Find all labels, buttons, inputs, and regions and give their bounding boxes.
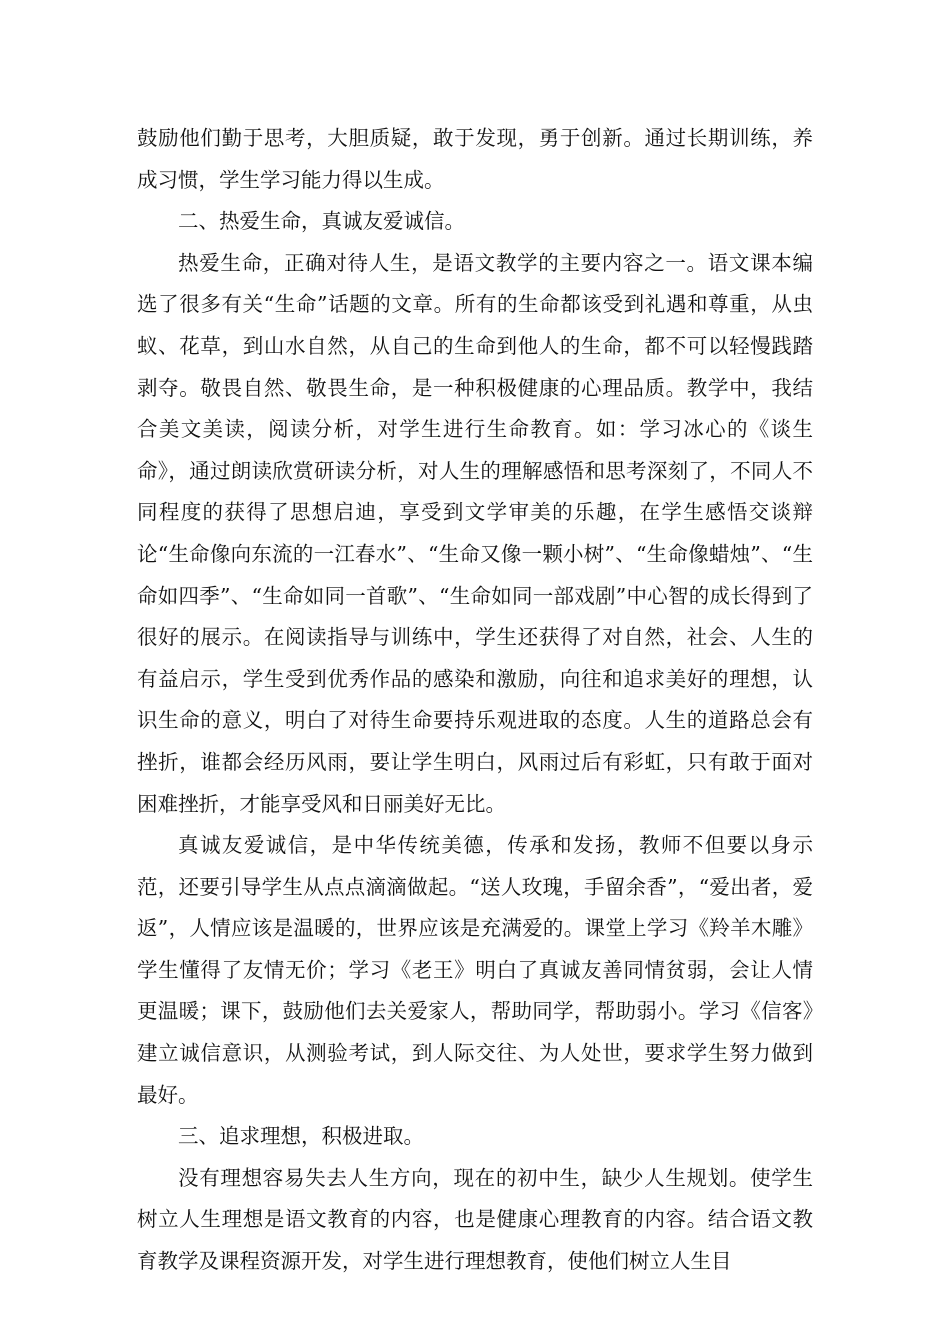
paragraph-cherish-life: 热爱生命，正确对待人生，是语文教学的主要内容之一。语文课本编选了很多有关“生命”话题的文章。所有的生命都该受到礼遇和尊重，从虫蚁、花草，到山水自然，从自己的生命到他人的生命，都不可以轻慢践踏剥夺。敬畏自然、敬畏生命，是一种积极健康的心理品质。教学中，我结合美文美读，阅读分析，对学生进行生命教育。如：学习冰心的《谈生命》，通过朗读欣赏研读分析，对人生的理解感悟和思考深刻了，不同人不同程度的获得了思想启迪，享受到文学审美的乐趣，在学生感悟交谈辩论“生命像向东流的一江春水”、“生命又像一颗小树”、“生命像蜡烛”、“生命如四季”、“生命如同一首歌”、“生命如同一部戏剧”中心智的成长得到了很好的展示。在阅读指导与训练中，学生还获得了对自然，社会、人生的有益启示，学生受到优秀作品的感染和激励，向往和追求美好的理想，认识生命的意义，明白了对待生命要持乐观进取的态度。人生的道路总会有挫折，谁都会经历风雨，要让学生明白，风雨过后有彩虹，只有敢于面对困难挫折，才能享受风和日丽美好无比。: [137, 250, 813, 816]
paragraph-sincerity-friendship: 真诚友爱诚信，是中华传统美德，传承和发扬，教师不但要以身示范，还要引导学生从点点滴滴做起。“送人玫瑰，手留余香”，“爱出者，爱返”，人情应该是温暖的，世界应该是充满爱的。课堂上学习《羚羊木雕》学生懂得了友情无价；学习《老王》明白了真诚友善同情贫弱，会让人情更温暖；课下，鼓励他们去关爱家人，帮助同学，帮助弱小。学习《信客》建立诚信意识，从测验考试，到人际交往、为人处世，要求学生努力做到最好。: [137, 833, 813, 1107]
section-heading-3: 三、追求理想，积极进取。: [178, 1124, 424, 1149]
paragraph-continued: 鼓励他们勤于思考，大胆质疑，敢于发现，勇于创新。通过长期训练，养成习惯，学生学习能力得以生成。: [137, 126, 813, 192]
paragraph-pursue-ideals: 没有理想容易失去人生方向，现在的初中生，缺少人生规划。使学生树立人生理想是语文教育的内容，也是健康心理教育的内容。结合语文教育教学及课程资源开发，对学生进行理想教育，使他们树立人生目: [137, 1165, 813, 1274]
section-heading-2: 二、热爱生命，真诚友爱诚信。: [178, 209, 465, 234]
